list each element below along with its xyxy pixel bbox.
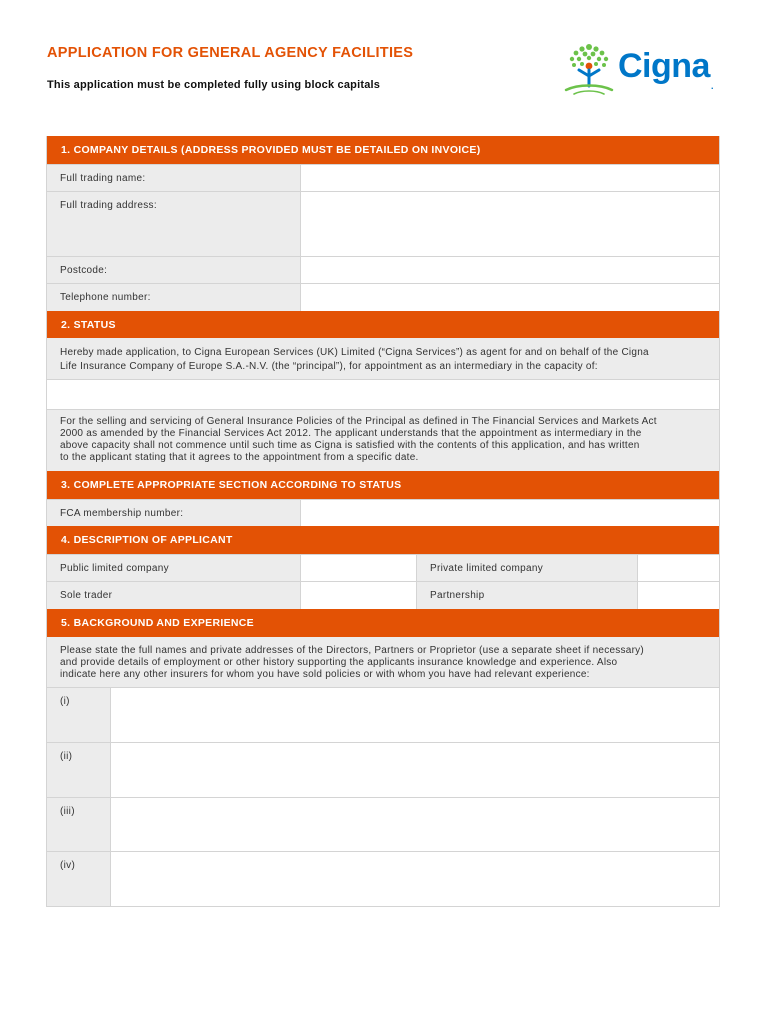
cigna-logo xyxy=(562,42,732,96)
entry-label-ii: (ii) xyxy=(47,743,110,797)
entry-input-iii[interactable] xyxy=(110,798,719,851)
capacity-input[interactable] xyxy=(47,379,719,409)
full-trading-address-input[interactable] xyxy=(300,192,719,256)
status-terms-row xyxy=(47,409,719,471)
status-terms-text xyxy=(47,410,719,471)
application-form xyxy=(46,136,720,907)
section-2-heading: 2. STATUS xyxy=(47,311,719,338)
status-terms-line-4: to the applicant stating that it agrees to the appointment from a specific date. xyxy=(60,452,419,463)
entry-label-iv: (iv) xyxy=(47,852,110,906)
form-title: APPLICATION FOR GENERAL AGENCY FACILITIES xyxy=(47,45,414,61)
postcode-row xyxy=(47,256,719,283)
background-line-3: indicate here any other insurers for whom you have sold policies or with whom you have had relevant experience: xyxy=(60,669,590,680)
section-3-heading: 3. COMPLETE APPROPRIATE SECTION ACCORDING TO STATUS xyxy=(47,471,719,499)
entry-input-ii[interactable] xyxy=(110,743,719,797)
background-line-2: and provide details of employment or other history supporting the applicants insurance knowledge and experience. Also xyxy=(60,657,618,668)
background-instructions xyxy=(47,637,719,687)
entry-label-i: (i) xyxy=(47,688,110,742)
telephone-input[interactable] xyxy=(300,284,719,311)
tree-of-life-icon xyxy=(562,42,616,96)
private-limited-company-checkbox[interactable] xyxy=(637,555,719,581)
full-trading-address-label: Full trading address: xyxy=(47,192,300,256)
logo-wordmark: Cigna. xyxy=(618,47,713,91)
full-trading-name-input[interactable] xyxy=(300,165,719,191)
entry-label-iii: (iii) xyxy=(47,798,110,851)
partnership-label: Partnership xyxy=(416,582,637,609)
entry-row-ii xyxy=(47,742,719,797)
section-5-heading: 5. BACKGROUND AND EXPERIENCE xyxy=(47,609,719,637)
private-limited-company-label: Private limited company xyxy=(416,555,637,581)
entry-input-iv[interactable] xyxy=(110,852,719,906)
postcode-label: Postcode: xyxy=(47,257,300,283)
status-intro-line-1: Hereby made application, to Cigna European Services (UK) Limited (“Cigna Services”) as agent for and on behalf of the Cigna xyxy=(60,347,649,358)
status-terms-line-1: For the selling and servicing of General Insurance Policies of the Principal as defined in The Financial Services and Markets Act xyxy=(60,416,657,427)
fca-membership-input[interactable] xyxy=(300,500,719,526)
background-line-1: Please state the full names and private addresses of the Directors, Partners or Proprietor (use a separate sheet if necessary) xyxy=(60,645,644,656)
status-intro-line-2: Life Insurance Company of Europe S.A.-N.V. (the “principal”), for appointment as an intermediary in the capacity of: xyxy=(60,361,598,372)
entry-row-i xyxy=(47,687,719,742)
entry-input-i[interactable] xyxy=(110,688,719,742)
fca-membership-row xyxy=(47,499,719,526)
telephone-row xyxy=(47,283,719,311)
sole-trader-checkbox[interactable] xyxy=(300,582,416,609)
status-terms-line-3: above capacity shall not commence until such time as Cigna is satisfied with the contents of this application, and has written xyxy=(60,440,640,451)
public-limited-company-checkbox[interactable] xyxy=(300,555,416,581)
entry-row-iii xyxy=(47,797,719,851)
applicant-type-row-2 xyxy=(47,581,719,609)
entry-row-iv xyxy=(47,851,719,906)
sole-trader-label: Sole trader xyxy=(47,582,300,609)
full-trading-address-row xyxy=(47,191,719,256)
status-intro-text xyxy=(47,338,719,379)
capacity-value[interactable] xyxy=(47,380,719,409)
full-trading-name-label: Full trading name: xyxy=(47,165,300,191)
full-trading-name-row xyxy=(47,164,719,191)
status-terms-line-2: 2000 as amended by the Financial Services Act 2012. The applicant understands that the appointment as intermediary in the xyxy=(60,428,642,439)
partnership-checkbox[interactable] xyxy=(637,582,719,609)
form-subtitle: This application must be completed fully using block capitals xyxy=(47,79,381,91)
section-1-heading: 1. COMPANY DETAILS (ADDRESS PROVIDED MUST BE DETAILED ON INVOICE) xyxy=(47,136,719,164)
telephone-label: Telephone number: xyxy=(47,284,300,311)
fca-membership-label: FCA membership number: xyxy=(47,500,300,526)
postcode-input[interactable] xyxy=(300,257,719,283)
applicant-type-row-1 xyxy=(47,554,719,581)
public-limited-company-label: Public limited company xyxy=(47,555,300,581)
section-4-heading: 4. DESCRIPTION OF APPLICANT xyxy=(47,526,719,554)
